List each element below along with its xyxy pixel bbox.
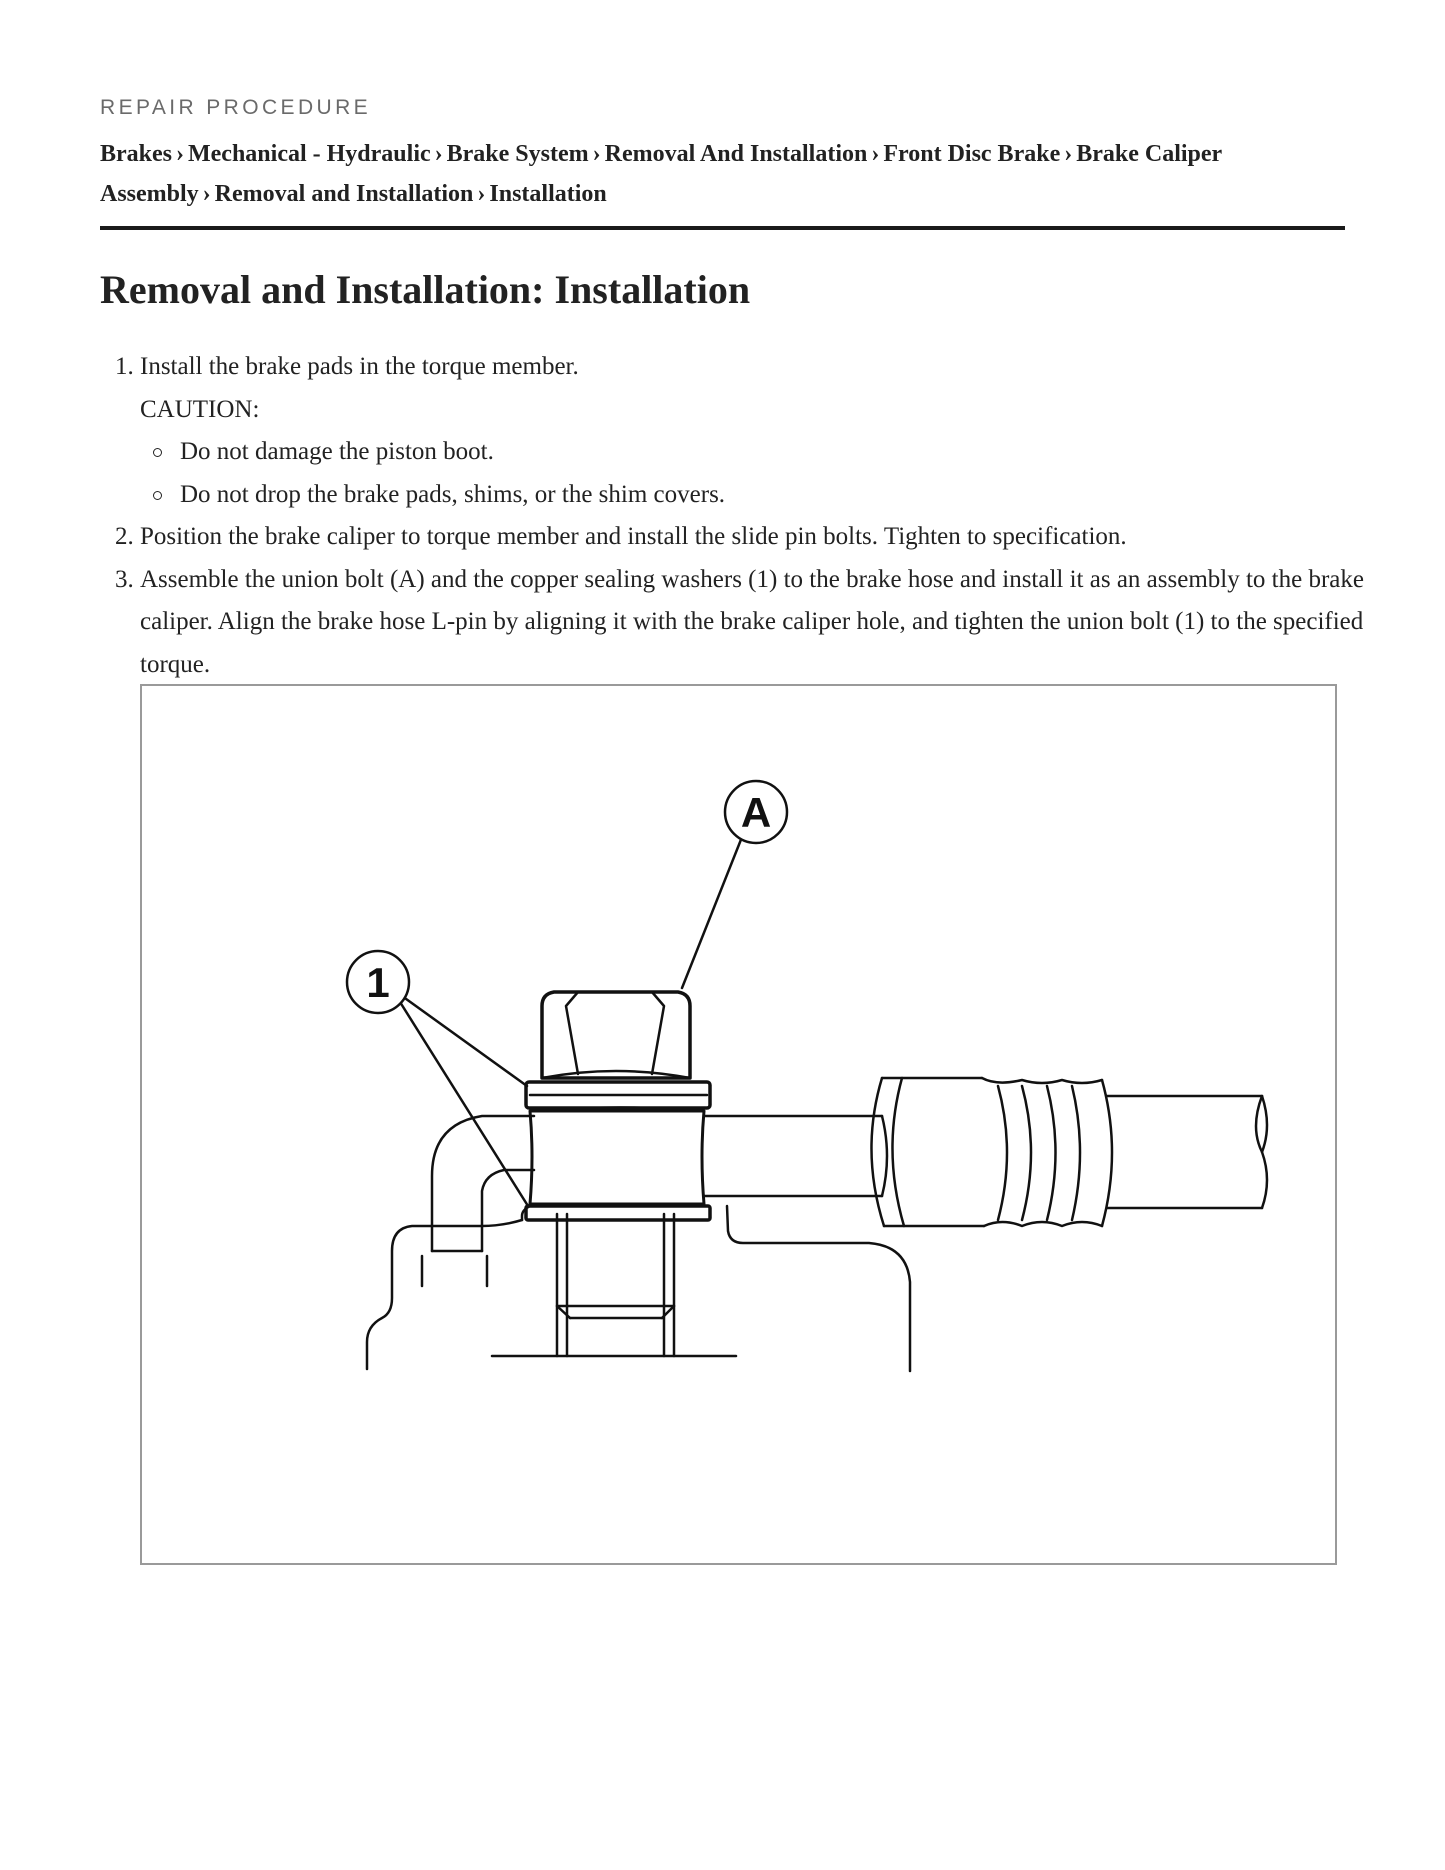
breadcrumb-item-current: Installation — [489, 181, 607, 207]
breadcrumb-separator: › — [176, 141, 184, 167]
caution-label: CAUTION: — [140, 395, 260, 423]
bullet-icon — [153, 448, 162, 457]
rubber-hose — [1107, 1096, 1267, 1208]
breadcrumb-item[interactable]: Mechanical - Hydraulic — [188, 141, 431, 167]
step-text: Install the brake pads in the torque member. — [140, 353, 579, 380]
bullet-icon — [153, 491, 162, 500]
procedure-steps — [100, 346, 1385, 686]
header-divider — [100, 226, 1345, 230]
callout-a — [725, 781, 787, 843]
caliper-body-outline — [367, 1206, 910, 1371]
callout-1 — [347, 951, 409, 1013]
breadcrumb — [100, 134, 1345, 214]
breadcrumb-item[interactable]: Removal And Installation — [604, 141, 868, 167]
caution-text: Do not damage the piston boot. — [180, 438, 494, 465]
page-title: Removal and Installation: Installation — [100, 267, 751, 312]
bolt-shank — [492, 1214, 736, 1356]
breadcrumb-separator: › — [592, 141, 601, 167]
bolt-hex-head — [542, 992, 690, 1078]
caution-list — [140, 431, 1385, 516]
caution-item — [180, 474, 1385, 517]
lower-washer — [526, 1206, 710, 1220]
banjo-fitting — [530, 1108, 704, 1205]
breadcrumb-separator: › — [1064, 141, 1073, 167]
callout-1-label: 1 — [366, 959, 390, 1006]
upper-washer — [526, 1082, 710, 1108]
illustration-svg — [142, 686, 1335, 1563]
breadcrumb-item[interactable]: Brake Caliper Assembly — [100, 141, 1222, 207]
caution-text: Do not drop the brake pads, shims, or the shim covers. — [180, 480, 726, 508]
hose-crimp-sleeve — [871, 1078, 1112, 1226]
step-item — [140, 559, 1385, 687]
callout-leaders — [400, 832, 744, 1206]
callout-a-label: A — [740, 789, 772, 836]
step-item — [140, 346, 1385, 516]
union-bolt-illustration — [140, 684, 1337, 1565]
breadcrumb-item[interactable]: Removal and Installation — [214, 181, 474, 207]
step-text: Assemble the union bolt (A) and the copper sealing washers (1) to the brake hose and install it as an assembly to the brake caliper. Align the brake hose L-pin by aligning it with the brake caliper hole, and tighten the union bolt (1) to the specified torque. — [140, 565, 1364, 678]
breadcrumb-separator: › — [871, 141, 880, 167]
hose-l-pin — [422, 1116, 534, 1286]
breadcrumb-separator: › — [202, 181, 211, 207]
breadcrumb-separator: › — [477, 181, 486, 207]
breadcrumb-separator: › — [434, 141, 443, 167]
step-item — [140, 516, 1385, 559]
caution-item — [180, 431, 1385, 474]
hose-tube — [704, 1116, 887, 1196]
breadcrumb-item[interactable]: Front Disc Brake — [883, 141, 1061, 167]
breadcrumb-item[interactable]: Brakes — [100, 141, 172, 167]
breadcrumb-item[interactable]: Brake System — [446, 141, 589, 167]
section-eyebrow: REPAIR PROCEDURE — [100, 96, 372, 119]
step-text: Position the brake caliper to torque member and install the slide pin bolts. Tighten to specification. — [140, 523, 1127, 550]
